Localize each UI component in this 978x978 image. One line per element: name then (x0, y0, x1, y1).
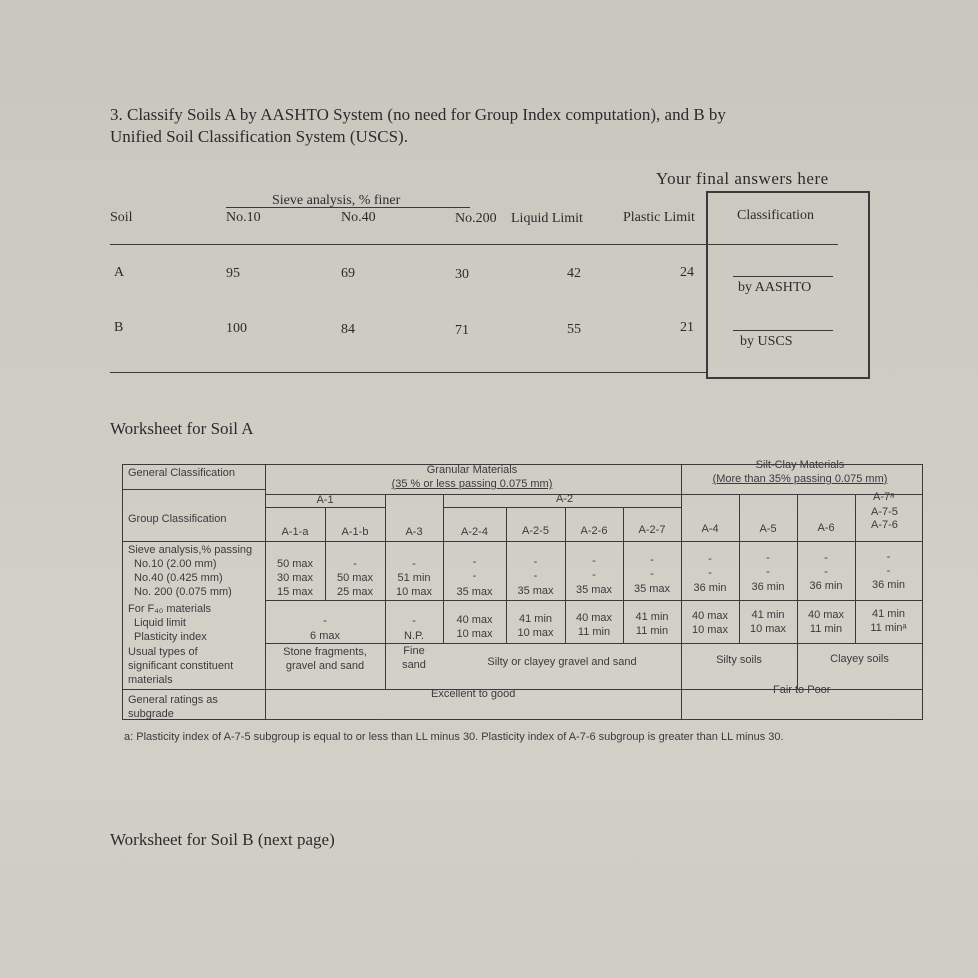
fair-to-poor: Fair to Poor (773, 684, 831, 696)
stone-fragments: Stone fragments, (283, 646, 367, 658)
a6-no10: - (824, 552, 828, 564)
by-aashto-label: by AASHTO (738, 280, 812, 295)
a25-no200: 35 max (517, 585, 554, 597)
a4-no40: - (708, 567, 712, 579)
a3-pi: N.P. (404, 630, 424, 642)
aashto-footnote: a: Plasticity index of A-7-5 subgroup is equal to or less than LL minus 30. Plasticity index of A-7-6 subgroup is greater than LL minus 30. (124, 731, 784, 743)
a24-no200: 35 max (456, 586, 493, 598)
a24-ll: 40 max (456, 614, 493, 626)
question-line-1: 3. Classify Soils A by AASHTO System (no need for Group Index computation), and B by (110, 105, 726, 124)
group-a5: A-5 (759, 523, 777, 535)
no10-header: No.10 (226, 210, 261, 225)
fine-sand-2: sand (402, 659, 426, 671)
a27-no10: - (650, 554, 654, 566)
a6-ll: 40 max (807, 609, 845, 621)
group-a6: A-6 (817, 522, 835, 534)
by-uscs-label: by USCS (740, 334, 793, 349)
granular-subtitle: (35 % or less passing 0.075 mm) (391, 478, 553, 490)
a1b-no40: 50 max (336, 572, 374, 584)
group-a24: A-2-4 (461, 526, 488, 538)
soil-header: Soil (110, 210, 133, 225)
a25-no10: - (533, 556, 538, 568)
sieve-group-header: Sieve analysis, % finer (272, 193, 401, 208)
group-classification-label: Group Classification (128, 513, 227, 525)
group-a27: A-2-7 (638, 524, 666, 536)
a7-pi: 11 minᵃ (870, 622, 907, 634)
a26-no10: - (592, 555, 596, 567)
a7-no200: 36 min (871, 579, 906, 591)
soil-table-bottom-rule (110, 372, 706, 373)
group-a1b: A-1-b (341, 526, 369, 538)
group-a2: A-2 (555, 493, 574, 505)
f40-label: For F₄₀ materials (128, 603, 212, 615)
a6-pi: 11 min (809, 623, 843, 635)
usual-label-3: materials (128, 674, 173, 686)
a25-no40: - (533, 570, 538, 582)
no200-header: No.200 (455, 211, 497, 226)
classification-header: Classification (737, 208, 814, 223)
row-a-soil: A (114, 265, 125, 280)
a3-no200: 10 max (395, 586, 433, 598)
a1a-no200: 15 max (276, 586, 314, 598)
no40-label: No.40 (0.425 mm) (134, 572, 223, 584)
pi-label: Plasticity index (134, 631, 207, 643)
excellent-to-good: Excellent to good (431, 688, 516, 700)
silty-clayey-gravel: Silty or clayey gravel and sand (487, 656, 637, 668)
group-a75: A-7-5 (871, 506, 898, 518)
a7-ll: 41 min (871, 608, 906, 620)
row-b-ll: 55 (567, 322, 581, 337)
general-classification-label: General Classification (128, 467, 235, 479)
group-a4: A-4 (701, 523, 719, 535)
a26-no40: - (592, 569, 596, 581)
a1-pi: 6 max (310, 630, 340, 642)
gravel-and-sand: gravel and sand (285, 660, 365, 672)
a24-pi: 10 max (456, 628, 493, 640)
no200-label: No. 200 (0.075 mm) (134, 586, 232, 598)
a27-no40: - (650, 568, 654, 580)
row-a-no200: 30 (455, 267, 469, 282)
group-a7: A-7ᵃ (873, 491, 895, 503)
a1b-no10: - (353, 558, 357, 570)
a5-no10: - (766, 552, 770, 564)
liquid-limit-header: Liquid Limit (511, 211, 583, 226)
ll-label: Liquid limit (134, 617, 186, 629)
a27-ll: 41 min (635, 611, 669, 623)
a27-pi: 11 min (635, 625, 669, 637)
granular-title: Granular Materials (426, 464, 518, 476)
row-a-ll: 42 (567, 266, 581, 281)
row-a-no40: 69 (341, 266, 355, 281)
group-a76: A-7-6 (871, 519, 898, 531)
a6-no200: 36 min (809, 580, 843, 592)
siltclay-title: Silt-Clay Materials (755, 459, 845, 471)
usual-label-2: significant constituent (128, 660, 234, 672)
uscs-answer-line[interactable] (733, 330, 833, 331)
group-a26: A-2-6 (580, 525, 608, 537)
silty-soils: Silty soils (716, 654, 762, 666)
final-answers-label: Your final answers here (656, 169, 829, 188)
row-b-no10: 100 (226, 321, 247, 336)
a24-no10: - (472, 556, 477, 568)
group-a1: A-1 (316, 494, 334, 506)
a4-no10: - (708, 553, 712, 565)
question-line-2: Unified Soil Classification System (USCS). (110, 127, 408, 146)
a5-ll: 41 min (751, 609, 785, 621)
a7-no10: - (886, 551, 891, 563)
aashto-answer-line[interactable] (733, 276, 833, 277)
a6-no40: - (824, 566, 828, 578)
a7-no40: - (886, 565, 891, 577)
a5-pi: 10 max (749, 623, 787, 635)
a5-no40: - (766, 566, 770, 578)
siltclay-subtitle: (More than 35% passing 0.075 mm) (712, 473, 888, 485)
row-b-no200: 71 (455, 323, 469, 338)
a3-ll: - (412, 615, 416, 627)
fine-sand-1: Fine (403, 645, 425, 657)
row-a-no10: 95 (226, 266, 240, 281)
plastic-limit-header: Plastic Limit (623, 210, 695, 225)
a26-ll: 40 max (575, 612, 613, 624)
a1b-no200: 25 max (336, 586, 374, 598)
a4-ll: 40 max (691, 610, 729, 622)
group-a1a: A-1-a (281, 526, 309, 538)
worksheet-a-title: Worksheet for Soil A (110, 419, 254, 438)
group-a3: A-3 (405, 526, 423, 538)
worksheet-b-title: Worksheet for Soil B (next page) (110, 830, 335, 849)
group-a25: A-2-5 (522, 525, 549, 537)
usual-label-1: Usual types of (128, 646, 198, 658)
a26-no200: 35 max (575, 584, 613, 596)
a26-pi: 11 min (577, 626, 611, 638)
sieve-label: Sieve analysis,% passing (128, 544, 253, 556)
row-b-no40: 84 (341, 322, 355, 337)
a1-ll: - (323, 615, 327, 627)
a1a-no40: 30 max (276, 572, 314, 584)
rating-label-1: General ratings as (128, 694, 218, 706)
a25-ll: 41 min (518, 613, 553, 625)
a24-no40: - (472, 570, 477, 582)
a4-no200: 36 min (693, 582, 727, 594)
row-a-pl: 24 (680, 265, 694, 280)
a1a-no10: 50 max (276, 558, 314, 570)
row-b-pl: 21 (680, 320, 694, 335)
no10-label: No.10 (2.00 mm) (134, 558, 217, 570)
a5-no200: 36 min (751, 581, 785, 593)
a3-no40: 51 min (397, 572, 431, 584)
a3-no10: - (412, 558, 416, 570)
rating-label-2: subgrade (128, 708, 174, 720)
clayey-soils: Clayey soils (830, 653, 889, 665)
no40-header: No.40 (341, 210, 376, 225)
row-b-soil: B (114, 320, 124, 335)
a27-no200: 35 max (633, 583, 671, 595)
a4-pi: 10 max (691, 624, 729, 636)
a25-pi: 10 max (517, 627, 554, 639)
